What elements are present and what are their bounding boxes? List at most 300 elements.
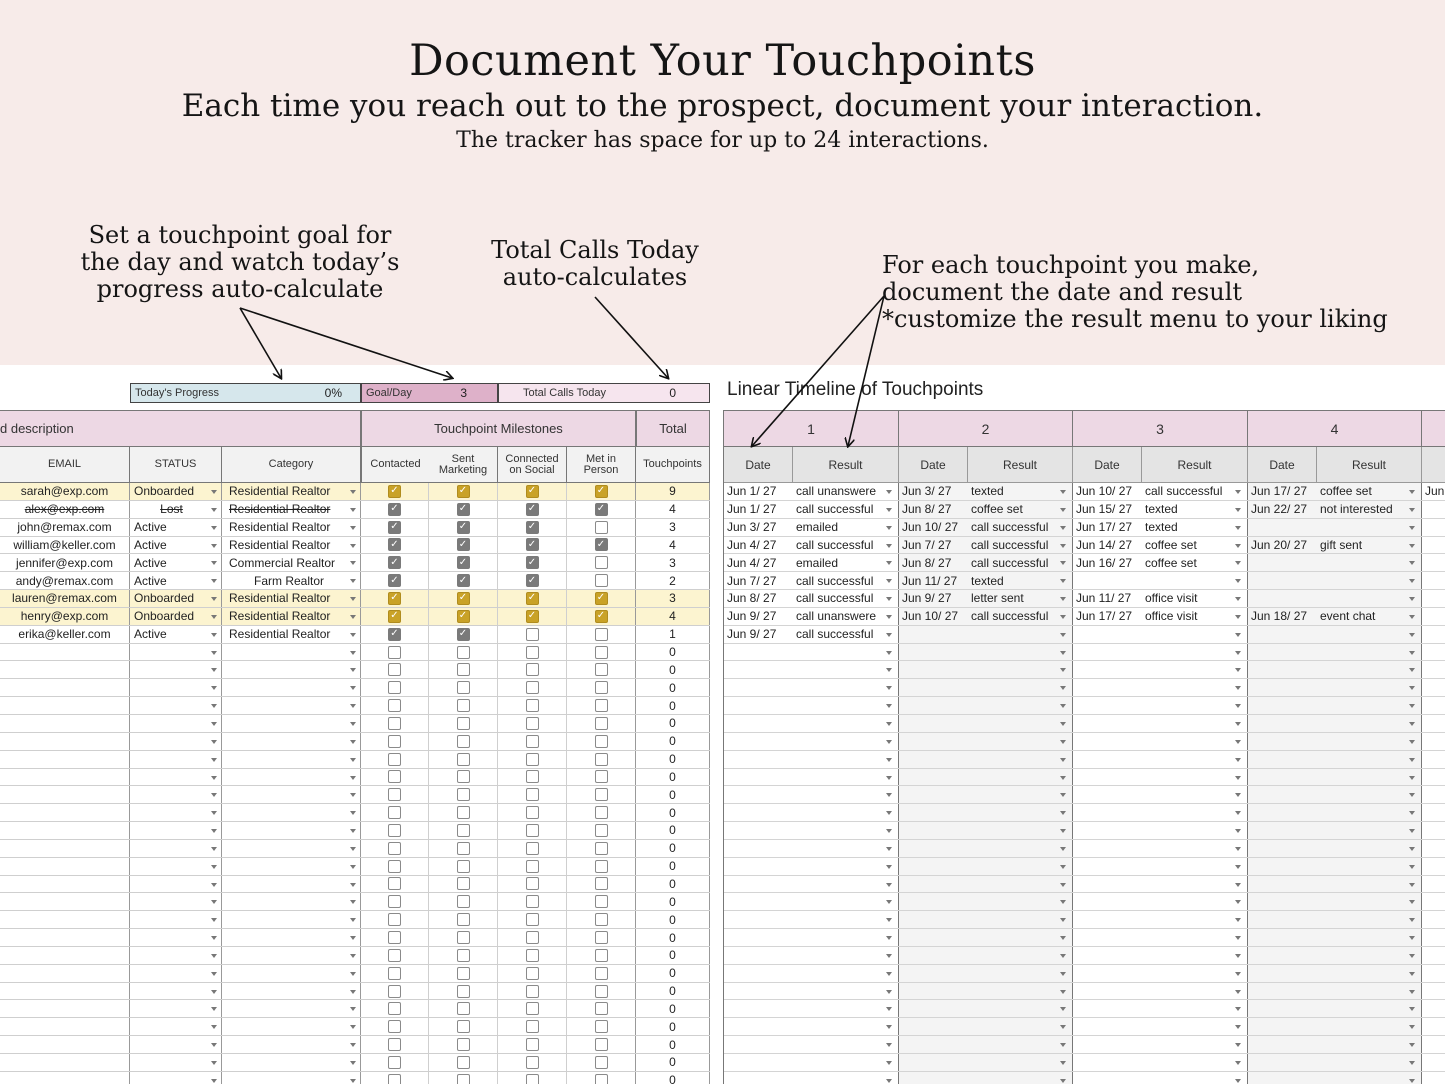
email-cell[interactable]: andy@remax.com [0,572,130,589]
touchpoint-result-dropdown[interactable] [1317,679,1422,696]
touchpoint-date-cell[interactable]: Jun 20/ 27 [1248,537,1317,554]
dropdown-caret-icon[interactable] [211,972,217,976]
touchpoint-result-dropdown[interactable] [1142,537,1248,554]
touchpoint-date-cell[interactable] [1248,626,1317,643]
dropdown-caret-icon[interactable] [1409,633,1415,637]
category-dropdown[interactable] [222,519,361,536]
dropdown-caret-icon[interactable] [886,1079,892,1083]
checkbox-icon[interactable] [457,949,470,962]
touchpoint-date-cell[interactable] [1422,858,1445,875]
touchpoint-date-cell[interactable] [1073,876,1142,893]
touchpoint-result-dropdown[interactable] [968,929,1073,946]
dropdown-caret-icon[interactable] [1235,1025,1241,1029]
checkbox-icon[interactable]: ✓ [526,574,539,587]
dropdown-caret-icon[interactable] [1409,722,1415,726]
category-dropdown[interactable] [222,911,361,928]
dropdown-caret-icon[interactable] [350,1079,356,1083]
touchpoint-result-dropdown[interactable] [1317,804,1422,821]
touchpoint-result-dropdown[interactable] [793,876,899,893]
category-dropdown[interactable] [222,804,361,821]
touchpoint-date-cell[interactable] [1422,751,1445,768]
dropdown-caret-icon[interactable] [211,1007,217,1011]
touchpoint-date-cell[interactable] [1248,1072,1317,1084]
checkbox-icon[interactable] [457,985,470,998]
dropdown-caret-icon[interactable] [1235,508,1241,512]
status-dropdown[interactable] [130,822,222,839]
dropdown-caret-icon[interactable] [350,1043,356,1047]
touchpoint-result-dropdown[interactable] [968,554,1073,571]
touchpoint-date-cell[interactable] [899,697,968,714]
category-dropdown[interactable] [222,483,361,500]
touchpoint-date-cell[interactable] [1422,1072,1445,1084]
dropdown-caret-icon[interactable] [1235,758,1241,762]
checkbox-icon[interactable] [457,1002,470,1015]
dropdown-caret-icon[interactable] [886,526,892,530]
touchpoint-date-cell[interactable] [1073,929,1142,946]
touchpoint-date-cell[interactable] [1422,572,1445,589]
category-dropdown[interactable] [222,626,361,643]
dropdown-caret-icon[interactable] [1409,704,1415,708]
status-dropdown[interactable] [130,1018,222,1035]
touchpoint-result-dropdown[interactable] [968,608,1073,625]
status-dropdown[interactable] [130,1000,222,1017]
touchpoint-date-cell[interactable] [1248,697,1317,714]
touchpoint-result-dropdown[interactable] [968,644,1073,661]
touchpoint-date-cell[interactable] [1422,929,1445,946]
dropdown-caret-icon[interactable] [1235,686,1241,690]
email-cell[interactable] [0,769,130,786]
dropdown-caret-icon[interactable] [1060,561,1066,565]
dropdown-caret-icon[interactable] [886,829,892,833]
dropdown-caret-icon[interactable] [211,544,217,548]
touchpoint-date-cell[interactable]: Jun 17/ 27 [1073,519,1142,536]
email-cell[interactable] [0,679,130,696]
checkbox-icon[interactable] [457,860,470,873]
checkbox-icon[interactable]: ✓ [526,592,539,605]
dropdown-caret-icon[interactable] [886,704,892,708]
dropdown-caret-icon[interactable] [1060,758,1066,762]
email-cell[interactable] [0,876,130,893]
checkbox-icon[interactable] [595,753,608,766]
touchpoint-date-cell[interactable]: Jun 4/ 27 [724,537,793,554]
touchpoint-date-cell[interactable] [899,644,968,661]
checkbox-icon[interactable] [595,967,608,980]
category-dropdown[interactable] [222,965,361,982]
touchpoint-date-cell[interactable] [1422,733,1445,750]
dropdown-caret-icon[interactable] [886,793,892,797]
dropdown-caret-icon[interactable] [211,918,217,922]
touchpoint-result-dropdown[interactable] [793,911,899,928]
category-dropdown[interactable] [222,679,361,696]
dropdown-caret-icon[interactable] [350,508,356,512]
dropdown-caret-icon[interactable] [350,633,356,637]
touchpoint-result-dropdown[interactable] [793,822,899,839]
checkbox-icon[interactable] [457,1056,470,1069]
checkbox-icon[interactable] [595,860,608,873]
checkbox-icon[interactable] [457,967,470,980]
touchpoint-date-cell[interactable] [1248,644,1317,661]
touchpoint-date-cell[interactable] [1248,590,1317,607]
touchpoint-date-cell[interactable] [1422,893,1445,910]
touchpoint-result-dropdown[interactable] [793,1036,899,1053]
touchpoint-date-cell[interactable] [899,715,968,732]
checkbox-icon[interactable]: ✓ [457,538,470,551]
category-dropdown[interactable] [222,983,361,1000]
status-dropdown[interactable] [130,608,222,625]
touchpoint-result-dropdown[interactable] [1317,715,1422,732]
touchpoint-date-cell[interactable] [724,876,793,893]
touchpoint-result-dropdown[interactable] [968,751,1073,768]
checkbox-icon[interactable] [595,1038,608,1051]
dropdown-caret-icon[interactable] [1409,811,1415,815]
checkbox-icon[interactable]: ✓ [595,538,608,551]
email-cell[interactable]: sarah@exp.com [0,483,130,500]
dropdown-caret-icon[interactable] [886,597,892,601]
dropdown-caret-icon[interactable] [211,776,217,780]
checkbox-icon[interactable] [595,842,608,855]
dropdown-caret-icon[interactable] [886,865,892,869]
touchpoint-result-dropdown[interactable] [1317,786,1422,803]
touchpoint-date-cell[interactable] [899,1018,968,1035]
checkbox-icon[interactable]: ✓ [526,556,539,569]
touchpoint-date-cell[interactable] [899,804,968,821]
checkbox-icon[interactable] [388,788,401,801]
dropdown-caret-icon[interactable] [1235,1061,1241,1065]
checkbox-icon[interactable]: ✓ [388,592,401,605]
touchpoint-date-cell[interactable] [1073,786,1142,803]
checkbox-icon[interactable]: ✓ [457,521,470,534]
checkbox-icon[interactable] [595,1074,608,1084]
touchpoint-result-dropdown[interactable] [968,893,1073,910]
touchpoint-result-dropdown[interactable] [1142,1000,1248,1017]
checkbox-icon[interactable] [526,1074,539,1084]
checkbox-icon[interactable] [595,699,608,712]
dropdown-caret-icon[interactable] [886,544,892,548]
dropdown-caret-icon[interactable] [1409,526,1415,530]
touchpoint-result-dropdown[interactable] [968,519,1073,536]
dropdown-caret-icon[interactable] [211,811,217,815]
dropdown-caret-icon[interactable] [1235,972,1241,976]
touchpoint-result-dropdown[interactable] [1317,1036,1422,1053]
touchpoint-result-dropdown[interactable] [1317,858,1422,875]
touchpoint-result-dropdown[interactable] [1142,1036,1248,1053]
touchpoint-result-dropdown[interactable] [1142,626,1248,643]
touchpoint-result-dropdown[interactable] [1317,911,1422,928]
touchpoint-date-cell[interactable]: Jun 8/ 27 [899,554,968,571]
category-dropdown[interactable] [222,1018,361,1035]
dropdown-caret-icon[interactable] [1409,776,1415,780]
dropdown-caret-icon[interactable] [1060,526,1066,530]
col-email-header[interactable]: EMAIL [0,447,130,483]
category-dropdown[interactable] [222,840,361,857]
touchpoint-date-cell[interactable]: Jun 11/ 27 [899,572,968,589]
touchpoint-date-cell[interactable] [724,661,793,678]
touchpoint-date-cell[interactable] [1248,1036,1317,1053]
checkbox-icon[interactable] [595,985,608,998]
category-dropdown[interactable] [222,822,361,839]
status-dropdown[interactable] [130,804,222,821]
touchpoint-result-dropdown[interactable] [1317,840,1422,857]
touchpoint-result-dropdown[interactable] [1142,715,1248,732]
touchpoint-date-cell[interactable] [724,804,793,821]
checkbox-icon[interactable] [388,735,401,748]
touchpoint-date-cell[interactable]: Jun 7/ 27 [724,572,793,589]
touchpoint-date-cell[interactable] [1422,965,1445,982]
touchpoint-result-dropdown[interactable] [793,983,899,1000]
touchpoint-date-cell[interactable] [899,822,968,839]
touchpoint-result-dropdown[interactable] [1317,572,1422,589]
col-sent-marketing-header[interactable]: Sent Marketing [429,447,498,483]
dropdown-caret-icon[interactable] [886,668,892,672]
touchpoint-date-cell[interactable] [899,876,968,893]
email-cell[interactable] [0,697,130,714]
touchpoint-date-cell[interactable] [1073,697,1142,714]
dropdown-caret-icon[interactable] [350,883,356,887]
dropdown-caret-icon[interactable] [350,1061,356,1065]
checkbox-icon[interactable]: ✓ [595,485,608,498]
checkbox-icon[interactable] [526,806,539,819]
checkbox-icon[interactable] [595,913,608,926]
category-dropdown[interactable] [222,554,361,571]
email-cell[interactable] [0,786,130,803]
checkbox-icon[interactable]: ✓ [526,610,539,623]
category-dropdown[interactable] [222,1036,361,1053]
dropdown-caret-icon[interactable] [1235,1079,1241,1083]
touchpoint-date-cell[interactable] [1422,804,1445,821]
touchpoint-result-dropdown[interactable] [1317,626,1422,643]
dropdown-caret-icon[interactable] [350,793,356,797]
checkbox-icon[interactable]: ✓ [388,485,401,498]
dropdown-caret-icon[interactable] [886,972,892,976]
touchpoint-date-cell[interactable]: Jun 3/ 27 [899,483,968,500]
touchpoint-date-cell[interactable] [1073,804,1142,821]
touchpoint-result-dropdown[interactable] [1317,1000,1422,1017]
touchpoint-result-dropdown[interactable] [1142,1054,1248,1071]
touchpoint-result-dropdown[interactable] [793,697,899,714]
checkbox-icon[interactable] [526,788,539,801]
category-dropdown[interactable] [222,644,361,661]
touchpoint-result-dropdown[interactable] [793,1072,899,1084]
dropdown-caret-icon[interactable] [1409,1079,1415,1083]
touchpoint-result-dropdown[interactable] [968,733,1073,750]
touchpoint-date-cell[interactable] [899,1000,968,1017]
checkbox-icon[interactable] [526,842,539,855]
dropdown-caret-icon[interactable] [1409,990,1415,994]
touchpoint-result-dropdown[interactable] [968,983,1073,1000]
touchpoint-date-cell[interactable] [724,929,793,946]
checkbox-icon[interactable] [388,1038,401,1051]
touchpoint-date-cell[interactable] [1422,876,1445,893]
touchpoint-result-dropdown[interactable] [793,733,899,750]
email-cell[interactable] [0,947,130,964]
checkbox-icon[interactable] [388,1074,401,1084]
status-dropdown[interactable] [130,590,222,607]
checkbox-icon[interactable]: ✓ [388,556,401,569]
dropdown-caret-icon[interactable] [211,936,217,940]
checkbox-icon[interactable] [526,967,539,980]
touchpoint-date-cell[interactable]: Jun 14/ 27 [1073,537,1142,554]
dropdown-caret-icon[interactable] [211,1025,217,1029]
touchpoint-date-cell[interactable] [899,661,968,678]
dropdown-caret-icon[interactable] [886,508,892,512]
touchpoint-date-cell[interactable] [1422,822,1445,839]
dropdown-caret-icon[interactable] [1235,668,1241,672]
email-cell[interactable] [0,929,130,946]
touchpoint-date-cell[interactable] [899,679,968,696]
dropdown-caret-icon[interactable] [350,972,356,976]
touchpoint-result-dropdown[interactable] [1317,1018,1422,1035]
touchpoint-date-cell[interactable] [899,1036,968,1053]
touchpoint-result-dropdown[interactable] [793,626,899,643]
checkbox-icon[interactable] [595,1056,608,1069]
checkbox-icon[interactable] [388,913,401,926]
touchpoint-result-dropdown[interactable] [1142,911,1248,928]
checkbox-icon[interactable] [595,574,608,587]
touchpoint-result-dropdown[interactable] [1317,983,1422,1000]
touchpoint-date-cell[interactable] [1422,590,1445,607]
checkbox-icon[interactable] [388,681,401,694]
dropdown-caret-icon[interactable] [211,829,217,833]
checkbox-icon[interactable]: ✓ [595,610,608,623]
dropdown-caret-icon[interactable] [1409,847,1415,851]
checkbox-icon[interactable] [526,753,539,766]
email-cell[interactable] [0,965,130,982]
dropdown-caret-icon[interactable] [1060,918,1066,922]
goal-per-day-cell[interactable] [361,383,498,403]
category-dropdown[interactable] [222,590,361,607]
touchpoint-date-cell[interactable]: Jun 9/ 27 [899,590,968,607]
touchpoint-result-dropdown[interactable] [1142,769,1248,786]
email-cell[interactable]: john@remax.com [0,519,130,536]
touchpoint-date-cell[interactable] [1073,644,1142,661]
touchpoint-date-cell[interactable] [1422,644,1445,661]
touchpoint-date-cell[interactable] [1248,965,1317,982]
checkbox-icon[interactable] [595,521,608,534]
touchpoint-result-dropdown[interactable] [1317,519,1422,536]
touchpoint-result-dropdown[interactable] [968,947,1073,964]
touchpoint-date-cell[interactable] [724,1000,793,1017]
dropdown-caret-icon[interactable] [1235,990,1241,994]
dropdown-caret-icon[interactable] [1409,597,1415,601]
checkbox-icon[interactable] [388,967,401,980]
touchpoint-result-dropdown[interactable] [968,1072,1073,1084]
touchpoint-date-cell[interactable] [1073,751,1142,768]
touchpoint-date-cell[interactable] [1073,679,1142,696]
checkbox-icon[interactable]: ✓ [457,610,470,623]
dropdown-caret-icon[interactable] [886,561,892,565]
dropdown-caret-icon[interactable] [350,490,356,494]
category-dropdown[interactable] [222,1072,361,1084]
touchpoint-date-cell[interactable] [1248,1054,1317,1071]
touchpoint-date-cell[interactable]: Jun 9/ 27 [724,626,793,643]
dropdown-caret-icon[interactable] [1060,579,1066,583]
category-dropdown[interactable] [222,893,361,910]
touchpoint-date-cell[interactable]: Jun 3/ 27 [724,519,793,536]
dropdown-caret-icon[interactable] [886,900,892,904]
touchpoint-date-cell[interactable] [1248,911,1317,928]
checkbox-icon[interactable] [526,931,539,944]
touchpoint-date-cell[interactable] [1073,983,1142,1000]
checkbox-icon[interactable] [388,877,401,890]
touchpoint-result-dropdown[interactable] [793,644,899,661]
dropdown-caret-icon[interactable] [1409,918,1415,922]
dropdown-caret-icon[interactable] [350,597,356,601]
dropdown-caret-icon[interactable] [211,508,217,512]
touchpoint-result-dropdown[interactable] [1317,608,1422,625]
touchpoint-result-dropdown[interactable] [1317,537,1422,554]
timeline-result-header[interactable]: Result [1142,447,1248,483]
status-dropdown[interactable] [130,483,222,500]
status-dropdown[interactable] [130,983,222,1000]
dropdown-caret-icon[interactable] [211,704,217,708]
checkbox-icon[interactable] [457,788,470,801]
dropdown-caret-icon[interactable] [1060,508,1066,512]
touchpoint-date-cell[interactable] [899,947,968,964]
timeline-date-header[interactable]: Date [1073,447,1142,483]
email-cell[interactable]: erika@keller.com [0,626,130,643]
touchpoint-result-dropdown[interactable] [1142,590,1248,607]
dropdown-caret-icon[interactable] [886,651,892,655]
checkbox-icon[interactable] [595,824,608,837]
checkbox-icon[interactable]: ✓ [457,574,470,587]
dropdown-caret-icon[interactable] [1409,829,1415,833]
touchpoint-result-dropdown[interactable] [1317,1054,1422,1071]
status-dropdown[interactable] [130,697,222,714]
dropdown-caret-icon[interactable] [1060,847,1066,851]
email-cell[interactable] [0,661,130,678]
touchpoint-date-cell[interactable] [899,751,968,768]
touchpoint-date-cell[interactable] [724,947,793,964]
dropdown-caret-icon[interactable] [211,793,217,797]
checkbox-icon[interactable]: ✓ [457,628,470,641]
timeline-date-header[interactable] [1422,447,1445,483]
touchpoint-date-cell[interactable] [724,644,793,661]
dropdown-caret-icon[interactable] [350,776,356,780]
dropdown-caret-icon[interactable] [1409,1061,1415,1065]
checkbox-icon[interactable]: ✓ [457,556,470,569]
touchpoint-date-cell[interactable] [1422,1036,1445,1053]
checkbox-icon[interactable]: ✓ [388,521,401,534]
touchpoint-result-dropdown[interactable] [1142,983,1248,1000]
checkbox-icon[interactable] [457,931,470,944]
touchpoint-date-cell[interactable] [724,840,793,857]
dropdown-caret-icon[interactable] [1235,597,1241,601]
touchpoint-date-cell[interactable] [724,1054,793,1071]
dropdown-caret-icon[interactable] [1409,900,1415,904]
touchpoint-result-dropdown[interactable] [793,947,899,964]
touchpoint-result-dropdown[interactable] [793,483,899,500]
checkbox-icon[interactable] [526,1002,539,1015]
touchpoint-date-cell[interactable] [1248,733,1317,750]
touchpoint-result-dropdown[interactable] [1142,751,1248,768]
touchpoint-date-cell[interactable] [1073,893,1142,910]
dropdown-caret-icon[interactable] [350,615,356,619]
dropdown-caret-icon[interactable] [1060,490,1066,494]
dropdown-caret-icon[interactable] [1409,1007,1415,1011]
dropdown-caret-icon[interactable] [1060,936,1066,940]
touchpoint-date-cell[interactable] [724,893,793,910]
dropdown-caret-icon[interactable] [886,579,892,583]
checkbox-icon[interactable] [595,788,608,801]
touchpoint-date-cell[interactable] [1073,840,1142,857]
status-dropdown[interactable] [130,519,222,536]
touchpoint-date-cell[interactable] [1422,1018,1445,1035]
touchpoint-result-dropdown[interactable] [793,554,899,571]
dropdown-caret-icon[interactable] [886,722,892,726]
dropdown-caret-icon[interactable] [1060,900,1066,904]
touchpoint-result-dropdown[interactable] [1142,608,1248,625]
touchpoint-date-cell[interactable] [1422,626,1445,643]
